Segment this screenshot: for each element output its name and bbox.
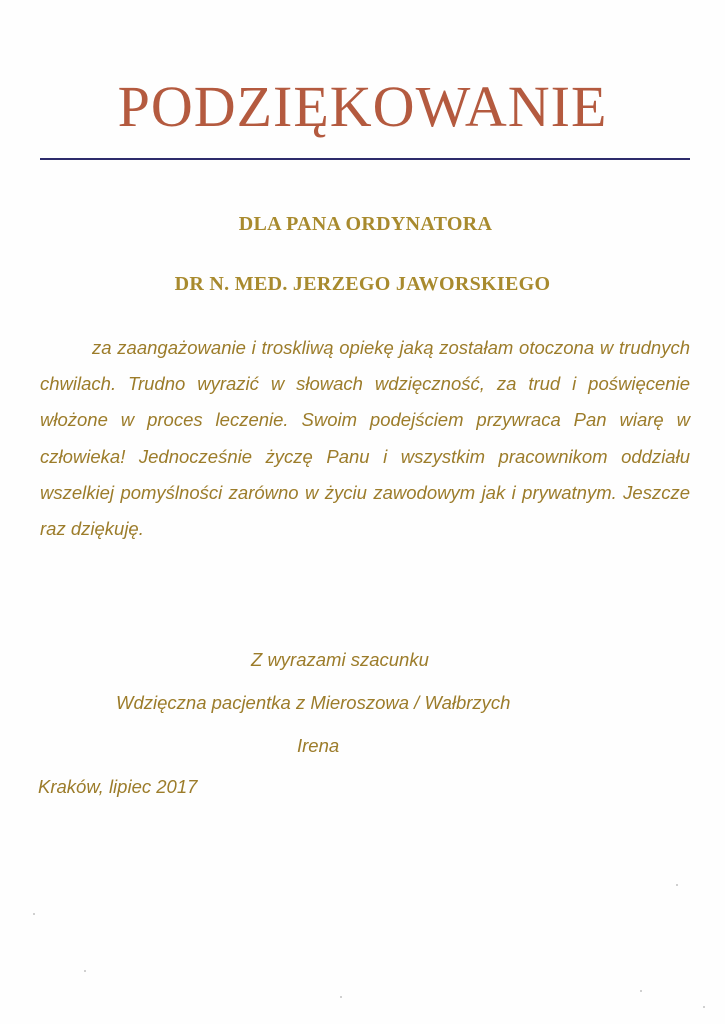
recipient-title: DLA PANA ORDYNATORA	[238, 213, 493, 235]
closing-phrase: Z wyrazami szacunku	[251, 649, 429, 670]
sender-name: Irena	[297, 735, 340, 756]
sender-description: Wdzięczna pacjentka z Mieroszowa / Wałbrzych	[116, 692, 511, 713]
scan-speck	[703, 1006, 705, 1008]
scan-speck	[676, 884, 678, 886]
scan-speck	[84, 970, 86, 972]
letter-body: za zaangażowanie i troskliwą opiekę jaką zostałam otoczona w trudnych chwilach. Trudno wyrazić w słowach wdzięczność, za trud i poświęcenie włożone w proces leczenie. Swoim podejściem przywraca Pan wiarę w człowieka! Jednocześnie życzę Panu i wszystkim pracownikom oddziału wszelkiej pomyślności zarówno w życiu zawodowym jak i prywatnym. Jeszcze raz dziękuję.	[40, 337, 690, 540]
scan-speck	[340, 996, 342, 998]
scan-speck	[640, 990, 642, 992]
recipient-name: DR N. MED. JERZEGO JAWORSKIEGO	[174, 273, 551, 295]
scan-speck	[33, 913, 35, 915]
title-underline	[40, 158, 690, 160]
document-title: PODZIĘKOWANIE	[117, 74, 608, 139]
place-and-date: Kraków, lipiec 2017	[38, 776, 198, 797]
